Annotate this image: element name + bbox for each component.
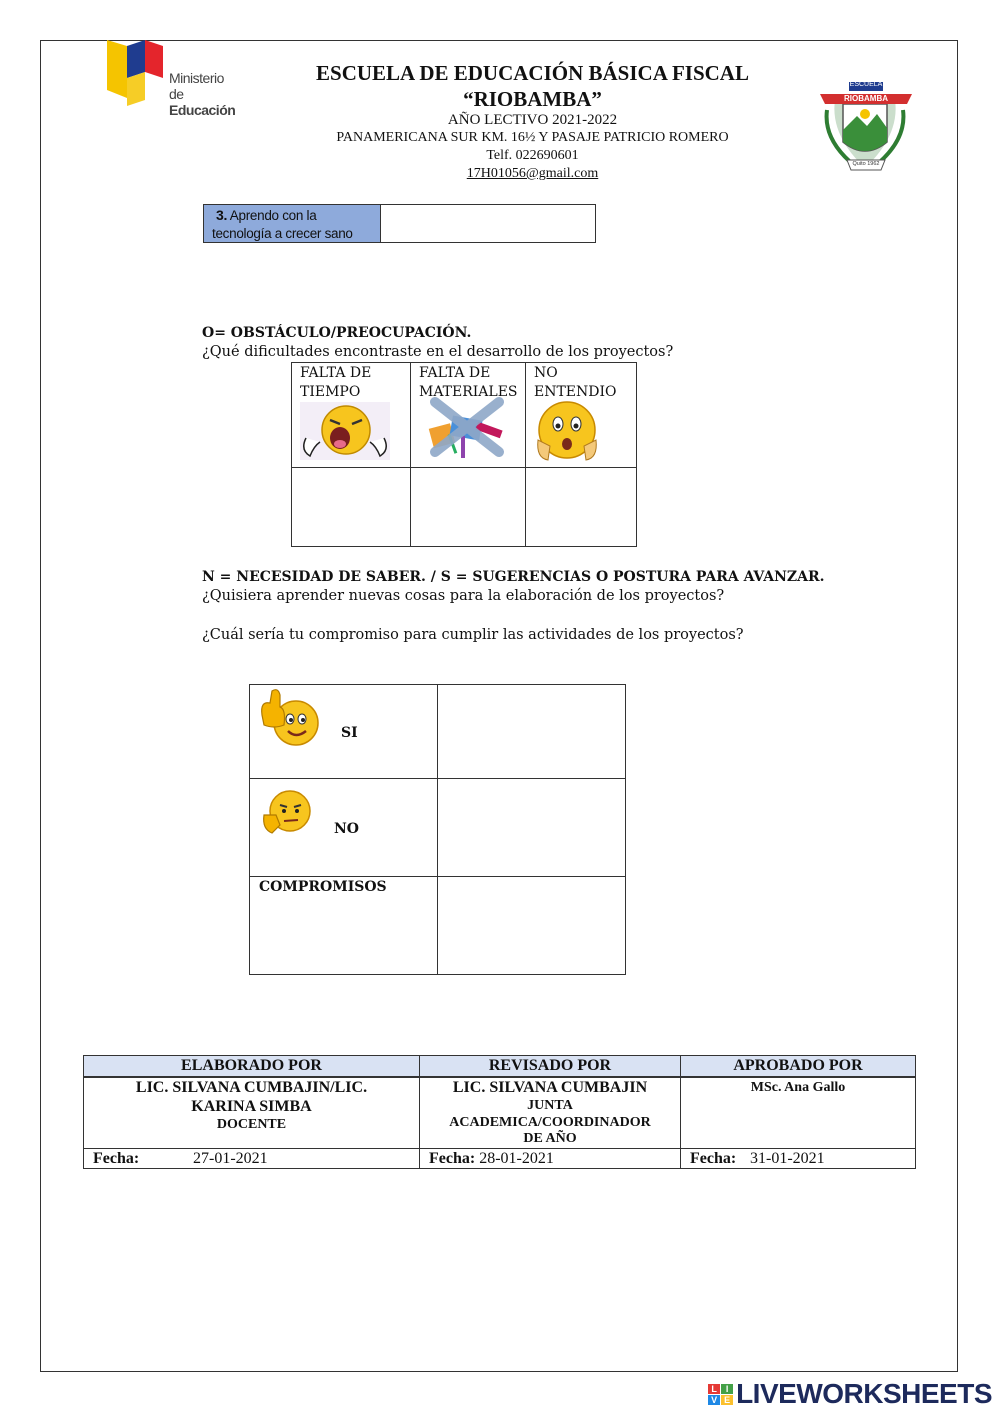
school-city: “RIOBAMBA” [463, 87, 602, 111]
needs-question1: ¿Quisiera aprender nuevas cosas para la elaboración de los proyectos? [202, 588, 725, 604]
answers-table [249, 684, 626, 975]
fecha-label-1: Fecha: [93, 1149, 140, 1167]
thinking-emoji-icon [260, 789, 316, 837]
school-phone: Telf. 022690601 [486, 148, 579, 163]
col-time-line2: TIEMPO [300, 384, 361, 400]
si-label: SI [341, 725, 358, 741]
fecha-label-3: Fecha: [690, 1149, 737, 1167]
col-materials-line1: FALTA DE [419, 365, 491, 381]
answer-understand-cell[interactable] [526, 468, 637, 547]
project-line2: tecnología a crecer sano [212, 226, 353, 241]
answer-materials-cell[interactable] [411, 468, 526, 547]
school-email[interactable]: 17H01056@gmail.com [466, 166, 599, 181]
col-understand-line1: NO [534, 365, 558, 381]
revisado-line1: LIC. SILVANA CUMBAJIN [452, 1079, 648, 1096]
header-aprobado: APROBADO POR [681, 1056, 916, 1078]
badge-l: L [708, 1384, 720, 1394]
no-label: NO [334, 821, 359, 837]
si-answer-cell[interactable] [438, 685, 626, 779]
school-name: ESCUELA DE EDUCACIÓN BÁSICA FISCAL [316, 61, 749, 85]
ministry-bold: Educación [169, 102, 236, 118]
obstacle-col-time [292, 363, 411, 468]
liveworksheets-text: LIVEWORKSHEETS [736, 1378, 992, 1409]
seal-bottom: Quito 1962 [852, 161, 880, 167]
ministry-line1: Ministerio [169, 70, 224, 86]
project-value-cell[interactable] [381, 205, 595, 242]
project-line1: Aprendo con la [229, 208, 317, 223]
fecha-value-3: 31-01-2021 [750, 1149, 825, 1167]
school-address: PANAMERICANA SUR KM. 16½ Y PASAJE PATRICIO ROMERO [336, 130, 729, 145]
revisado-role3: DE AÑO [523, 1131, 577, 1146]
fecha-label-2: Fecha: [429, 1149, 476, 1167]
compromisos-label: COMPROMISOS [259, 879, 387, 895]
ministry-flag-icon [105, 38, 165, 106]
obstacle-question: ¿Qué dificultades encontraste en el desarrollo de los proyectos? [202, 344, 674, 360]
header-revisado: REVISADO POR [420, 1056, 681, 1078]
seal-name: RIOBAMBA [844, 94, 888, 103]
obstacle-col-understand [526, 363, 637, 468]
badge-i: I [721, 1384, 733, 1394]
elaborado-line2: KARINA SIMBA [191, 1098, 312, 1115]
crying-emoji-icon [300, 402, 390, 460]
obstacle-table [291, 362, 637, 547]
seal-top: ESCUELA [849, 81, 883, 88]
ministry-prefix: de [169, 86, 184, 102]
thumbs-up-emoji-icon [256, 685, 326, 749]
confused-emoji-icon [534, 400, 604, 462]
answer-time-cell[interactable] [292, 468, 411, 547]
aprobado-cell [681, 1077, 916, 1149]
badge-v: V [708, 1395, 720, 1405]
no-cell [250, 779, 438, 877]
fecha-revisado [420, 1149, 681, 1169]
header-elaborado: ELABORADO POR [84, 1056, 420, 1078]
liveworksheets-watermark [708, 1378, 992, 1410]
si-cell [250, 685, 438, 779]
signatures-table [83, 1055, 916, 1169]
col-time-line1: FALTA DE [300, 365, 372, 381]
school-year: AÑO LECTIVO 2021-2022 [447, 112, 618, 128]
liveworksheets-badge-icon [708, 1384, 733, 1405]
compromisos-answer-cell[interactable] [438, 877, 626, 975]
elaborado-line1: LIC. SILVANA CUMBAJIN/LIC. [135, 1079, 368, 1096]
fecha-aprobado [681, 1149, 916, 1169]
revisado-role2: ACADEMICA/COORDINADOR [449, 1115, 651, 1130]
fecha-elaborado [84, 1149, 420, 1169]
col-materials-line2: MATERIALES [419, 384, 518, 400]
col-understand-line2: ENTENDIO [534, 384, 617, 400]
badge-e: E [721, 1395, 733, 1405]
fecha-value-2: 28-01-2021 [479, 1149, 554, 1167]
project-number: 3. [216, 207, 228, 223]
crossed-materials-icon [421, 396, 511, 458]
project-box [203, 204, 596, 243]
obstacle-heading: O= OBSTÁCULO/PREOCUPACIÓN. [202, 325, 472, 341]
needs-heading: N = NECESIDAD DE SABER. / S = SUGERENCIAS O POSTURA PARA AVANZAR. [202, 569, 825, 585]
elaborado-role: DOCENTE [216, 1117, 287, 1132]
no-answer-cell[interactable] [438, 779, 626, 877]
fecha-value-1: 27-01-2021 [193, 1149, 268, 1167]
project-label [204, 205, 381, 242]
elaborado-cell [84, 1077, 420, 1149]
compromisos-cell [250, 877, 438, 975]
revisado-role1: JUNTA [527, 1098, 573, 1113]
aprobado-line1: MSc. Ana Gallo [750, 1080, 846, 1095]
revisado-cell [420, 1077, 681, 1149]
school-seal [815, 80, 917, 176]
obstacle-col-materials [411, 363, 526, 468]
needs-question2: ¿Cuál sería tu compromiso para cumplir las actividades de los proyectos? [202, 627, 744, 643]
